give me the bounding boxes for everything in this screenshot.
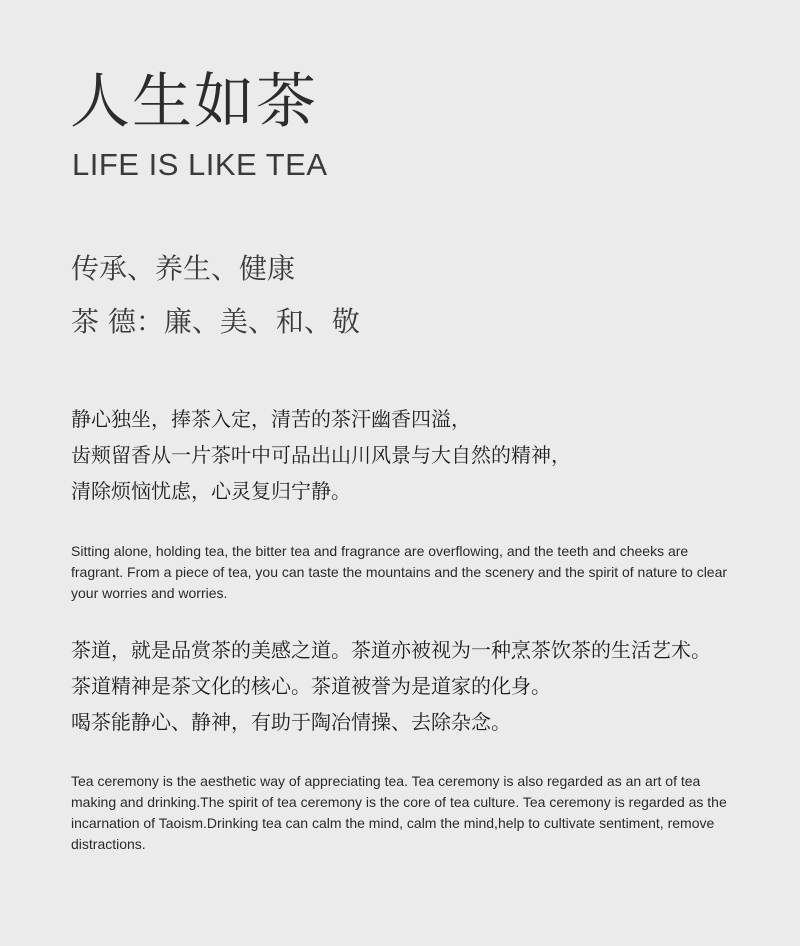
page-title-chinese: 人生如茶 (70, 67, 318, 137)
chinese-line: 茶道，就是品赏茶的美感之道。茶道亦被视为一种烹茶饮茶的生活艺术。 (71, 638, 711, 662)
virtues-line-1: 传承、养生、健康 (71, 252, 296, 285)
page-title-english: LIFE IS LIKE TEA (72, 147, 328, 182)
chinese-line: 齿颊留香从一片茶叶中可品出山川风景与大自然的精神， (71, 443, 571, 467)
chinese-line: 清除烦恼忧虑，心灵复归宁静。 (71, 479, 351, 503)
chinese-line: 静心独坐，捧茶入定，清苦的茶汗幽香四溢， (71, 407, 471, 431)
english-paragraph-1: Sitting alone, holding tea, the bitter tea and fragrance are overflowing, and the teeth and cheeks are fragrant. From a piece of tea, you can taste the mountains and the scenery and the spirit of nature to clear your worries and worries. (71, 543, 728, 601)
virtues-line-2: 茶 德：廉、美、和、敬 (71, 305, 360, 338)
chinese-line: 茶道精神是茶文化的核心。茶道被誉为是道家的化身。 (71, 674, 551, 698)
chinese-line: 喝茶能静心、静神，有助于陶冶情操、去除杂念。 (71, 710, 511, 734)
english-paragraph-2: Tea ceremony is the aesthetic way of appreciating tea. Tea ceremony is also regarded as an art of tea making and drinking.The spirit of tea ceremony is the core of tea culture. Tea ceremony is regarded as the incarnation of Taoism.Drinking tea can calm the mind, calm the mind,help to cultivate sentiment, remove distractions. (71, 773, 727, 852)
chinese-paragraph-1 (71, 401, 771, 509)
chinese-paragraph-2 (71, 632, 771, 740)
